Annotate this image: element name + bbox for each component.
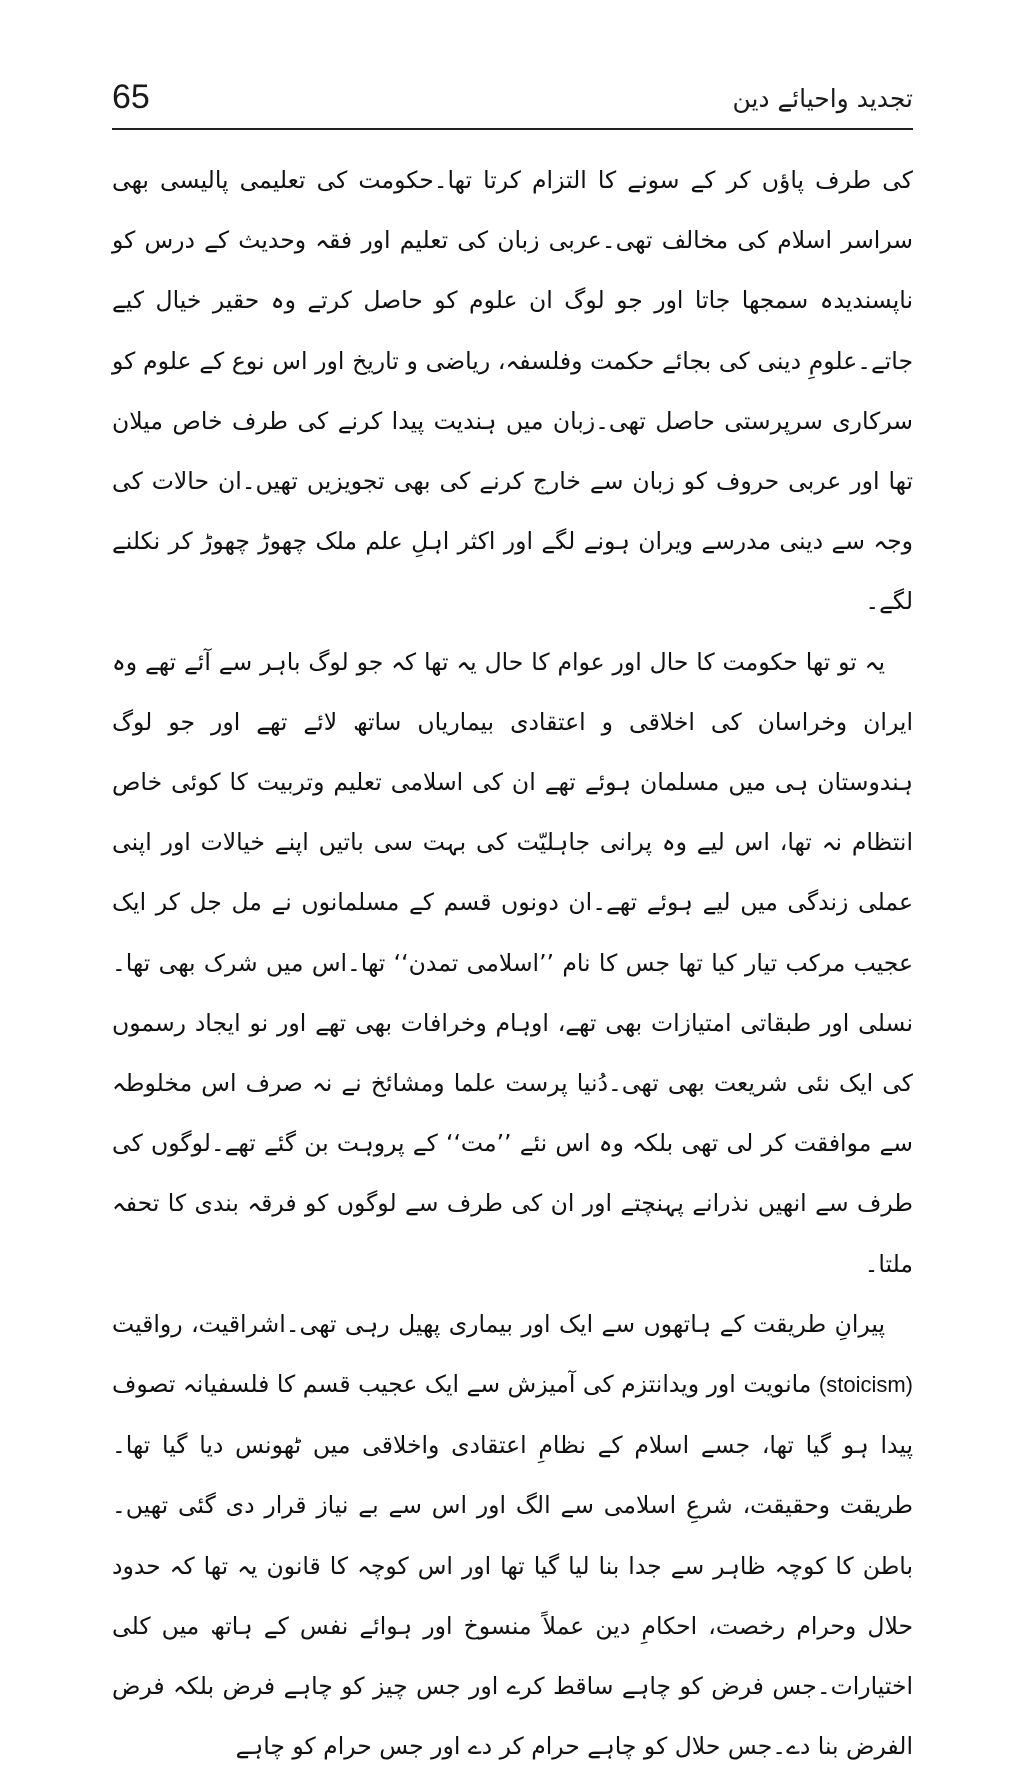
paragraph-1: کی طرف پاؤں کر کے سونے کا التزام کرتا تھا۔حکومت کی تعلیمی پالیسی بھی سراسر اسلام کی مخالف تھی۔عربی زبان کی تعلیم اور فقہ وحدیث کے درس کو ناپسندیدہ سمجھا جاتا اور جو لوگ ان علوم کو حاصل کرتے وہ حقیر خیال کیے جاتے۔علومِ دینی کی بجائے حکمت وفلسفہ، ریاضی و تاریخ اور اس نوع کے علوم کو سرکاری سرپرستی حاصل تھی۔زبان میں ہندیت پیدا کرنے کی طرف خاص میلان تھا اور عربی حروف کو زبان سے خارج کرنے کی بھی تجویزیں تھیں۔ان حالات کی وجہ سے دینی مدرسے ویران ہونے لگے اور اکثر اہلِ علم ملک چھوڑ چھوڑ کر نکلنے لگے۔ xyxy=(112,166,913,616)
paragraph-3 xyxy=(112,1294,913,1776)
page-number: 65 xyxy=(112,78,150,116)
paragraph-2: یہ تو تھا حکومت کا حال اور عوام کا حال یہ تھا کہ جو لوگ باہر سے آئے تھے وہ ایران وخراسان کی اخلاقی و اعتقادی بیماریاں ساتھ لائے تھے اور جو لوگ ہندوستان ہی میں مسلمان ہوئے تھے ان کی اسلامی تعلیم وتربیت کا کوئی خاص انتظام نہ تھا، اس لیے وہ پرانی جاہلیّت کی بہت سی باتیں اپنے خیالات اور اپنی عملی زندگی میں لیے ہوئے تھے۔ان دونوں قسم کے مسلمانوں نے مل جل کر ایک عجیب مرکب تیار کیا تھا جس کا نام ’’اسلامی تمدن‘‘ تھا۔اس میں شرک بھی تھا۔نسلی اور طبقاتی امتیازات بھی تھے، اوہام وخرافات بھی تھے اور نو ایجاد رسموں کی ایک نئی شریعت بھی تھی۔دُنیا پرست علما ومشائخ نے نہ صرف اس مخلوطہ سے موافقت کر لی تھی بلکہ وہ اس نئے ’’مت‘‘ کے پروہت بن گئے تھے۔لوگوں کی طرف سے انھیں نذرانے پہنچتے اور ان کی طرف سے لوگوں کو فرقہ بندی کا تحفہ ملتا۔ xyxy=(112,647,913,1278)
latin-term: (stoicism) xyxy=(818,1372,913,1398)
running-title: تجدید واحیائے دین xyxy=(732,84,913,113)
page-body xyxy=(112,150,913,1776)
paragraph-3-part-2: مانویت اور ویدانتزم کی آمیزش سے ایک عجیب قسم کا فلسفیانہ تصوف پیدا ہو گیا تھا، جسے اسلام کے نظامِ اعتقادی واخلاقی میں ٹھونس دیا گیا تھا۔طریقت وحقیقت، شرعِ اسلامی سے الگ اور اس سے بے نیاز قرار دی گئی تھیں۔باطن کا کوچہ ظاہر سے جدا بنا لیا گیا تھا اور اس کوچہ کا قانون یہ تھا کہ حدود حلال وحرام رخصت، احکامِ دین عملاً منسوخ اور ہوائے نفس کے ہاتھ میں کلی اختیارات۔جس فرض کو چاہے ساقط کرے اور جس چیز کو چاہے فرض بلکہ فرض الفرض بنا دے۔جس حلال کو چاہے حرام کر دے اور جس حرام کو چاہے xyxy=(112,1370,913,1761)
paragraph-3-part-1: پیرانِ طریقت کے ہاتھوں سے ایک اور بیماری پھیل رہی تھی۔اشراقیت، رواقیت xyxy=(112,1309,885,1338)
header-rule xyxy=(112,128,913,130)
